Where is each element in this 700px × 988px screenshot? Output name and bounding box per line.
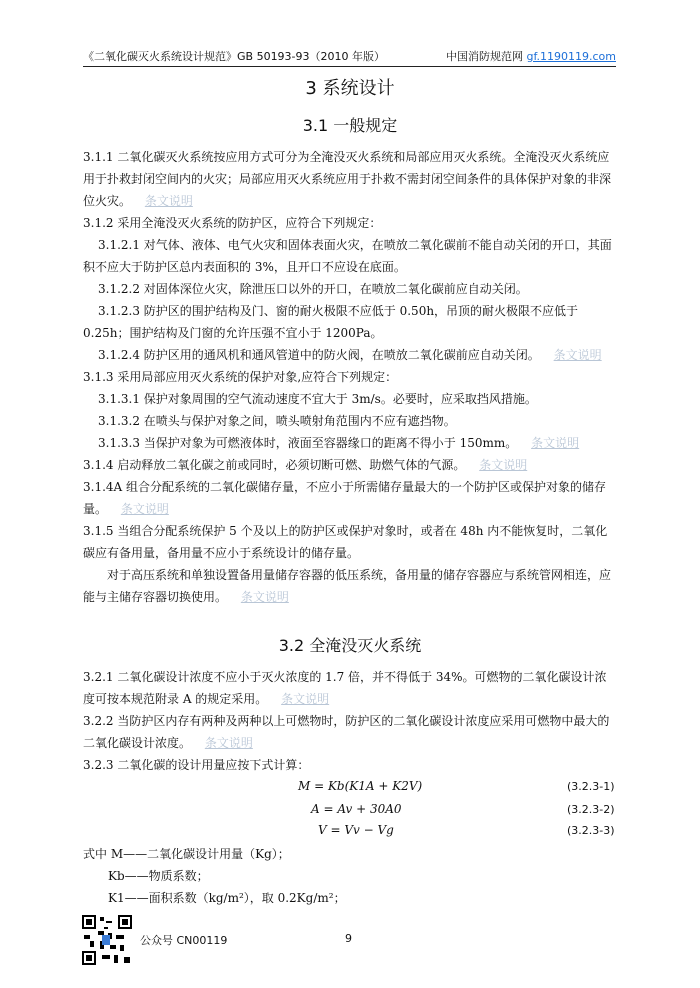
clause-3-1-2-2 xyxy=(83,278,617,300)
note-link[interactable]: 条文说明 xyxy=(204,736,253,750)
note-link[interactable]: 条文说明 xyxy=(531,436,580,450)
clause-3-1-3-2 xyxy=(83,410,617,432)
clause-3-1-3 xyxy=(83,366,617,388)
equation-1-number: (3.2.3-1) xyxy=(567,780,615,793)
clause-text: 3.1.5 当组合分配系统保护 5 个及以上的防护区或保护对象时，或者在 48h 内不能恢复时，二氧化碳应有备用量，备用量不应小于系统设计的储存量。 xyxy=(83,524,608,560)
header-site-link[interactable]: gf.1190119.com xyxy=(526,50,616,63)
clause-3-1-3-1 xyxy=(83,388,617,410)
equation-3-number: (3.2.3-3) xyxy=(567,824,615,837)
note-link[interactable]: 条文说明 xyxy=(120,502,169,516)
definition-kb: Kb——物质系数； xyxy=(108,869,209,883)
header-site xyxy=(446,50,616,64)
clause-3-1-2-3 xyxy=(83,300,617,344)
clause-3-1-4a xyxy=(83,476,617,520)
equation-2-number: (3.2.3-2) xyxy=(567,803,615,816)
section-3-2-title: 3.2 全淹没灭火系统 xyxy=(278,636,422,655)
clause-text: 3.1.2 采用全淹没灭火系统的防护区，应符合下列规定： xyxy=(83,216,382,230)
note-link[interactable]: 条文说明 xyxy=(281,692,330,706)
clause-3-1-4 xyxy=(83,454,617,476)
clause-text: 3.1.3 采用局部应用灭火系统的保护对象,应符合下列规定： xyxy=(83,370,398,384)
clause-text: 3.1.1 二氧化碳灭火系统按应用方式可分为全淹没灭火系统和局部应用灭火系统。全淹没灭火系统应用于扑救封闭空间内的火灾；局部应用灭火系统应用于扑救不需封闭空间条件的具体保护对象的非深位火灾。 xyxy=(83,150,612,208)
definition-m: 式中 M——二氧化碳设计用量（Kg）； xyxy=(83,847,290,861)
note-link[interactable]: 条文说明 xyxy=(240,590,289,604)
note-link[interactable]: 条文说明 xyxy=(479,458,528,472)
clause-text: 3.1.2.2 对固体深位火灾，除泄压口以外的开口，在喷放二氧化碳前应自动关闭。 xyxy=(98,282,528,296)
clause-3-1-2 xyxy=(83,212,617,234)
clause-3-2-3 xyxy=(83,754,617,776)
equation-1: M = Kb(K1A + K2V) xyxy=(298,779,423,793)
clause-3-1-3-3 xyxy=(83,432,617,454)
clause-3-1-2-1 xyxy=(83,234,617,278)
note-link[interactable]: 条文说明 xyxy=(144,194,193,208)
section-3-1-title: 3.1 一般规定 xyxy=(302,116,398,135)
qr-code-icon xyxy=(82,915,132,965)
clause-text: 3.2.3 二氧化碳的设计用量应按下式计算： xyxy=(83,758,310,772)
clause-text: 3.1.3.1 保护对象周围的空气流动速度不宜大于 3m/s。必要时，应采取挡风措施。 xyxy=(98,392,537,406)
clause-3-2-2 xyxy=(83,710,617,754)
clause-3-1-2-4 xyxy=(83,344,617,366)
definition-k1: K1——面积系数（kg/m²），取 0.2Kg/m²； xyxy=(108,891,346,905)
clause-text: 3.2.2 当防护区内存有两种及两种以上可燃物时，防护区的二氧化碳设计浓度应采用可燃物中最大的二氧化碳设计浓度。 xyxy=(83,714,610,750)
clause-3-2-1 xyxy=(83,666,617,710)
note-link[interactable]: 条文说明 xyxy=(553,348,602,362)
page-header xyxy=(83,50,616,67)
clause-text: 3.1.2.4 防护区用的通风机和通风管道中的防火阀，在喷放二氧化碳前应自动关闭。 xyxy=(98,348,540,362)
equation-3: V = Vv − Vg xyxy=(318,823,394,837)
clause-text: 3.1.2.1 对气体、液体、电气火灾和固体表面火灾，在喷放二氧化碳前不能自动关闭的开口，其面积不应大于防护区总内表面积的 3%，且开口不应设在底面。 xyxy=(83,238,612,274)
clause-3-1-5 xyxy=(83,520,617,564)
chapter-title: 3 系统设计 xyxy=(305,78,395,99)
clause-text: 3.1.4A 组合分配系统的二氧化碳储存量，不应小于所需储存量最大的一个防护区或保护对象的储存量。 xyxy=(83,480,607,516)
header-site-name: 中国消防规范网 xyxy=(445,50,523,63)
equation-2: A = Av + 30A0 xyxy=(311,802,402,816)
clause-text: 3.2.1 二氧化碳设计浓度不应小于灭火浓度的 1.7 倍，并不得低于 34%。可燃物的二氧化碳设计浓度可按本规范附录 A 的规定采用。 xyxy=(83,670,607,706)
clause-text: 3.1.3.2 在喷头与保护对象之间，喷头喷射角范围内不应有遮挡物。 xyxy=(98,414,456,428)
clause-text: 3.1.4 启动释放二氧化碳之前或同时，必须切断可燃、助燃气体的气源。 xyxy=(83,458,466,472)
clause-text: 3.1.2.3 防护区的围护结构及门、窗的耐火极限不应低于 0.50h，吊顶的耐火极限不应低于 0.25h；围护结构及门窗的允许压强不宜小于 1200Pa。 xyxy=(83,304,579,340)
page-number: 9 xyxy=(345,932,352,945)
clause-3-1-5-continued xyxy=(83,564,617,608)
footer-account: 公众号 CN00119 xyxy=(140,934,228,947)
clause-3-1-1 xyxy=(83,146,617,212)
clause-text: 对于高压系统和单独设置备用量储存容器的低压系统，备用量的储存容器应与系统管网相连，应能与主储存容器切换使用。 xyxy=(83,568,612,604)
clause-text: 3.1.3.3 当保护对象为可燃液体时，液面至容器缘口的距离不得小于 150mm。 xyxy=(98,436,518,450)
header-document-title: 《二氧化碳灭火系统设计规范》GB 50193-93（2010 年版） xyxy=(83,50,386,63)
